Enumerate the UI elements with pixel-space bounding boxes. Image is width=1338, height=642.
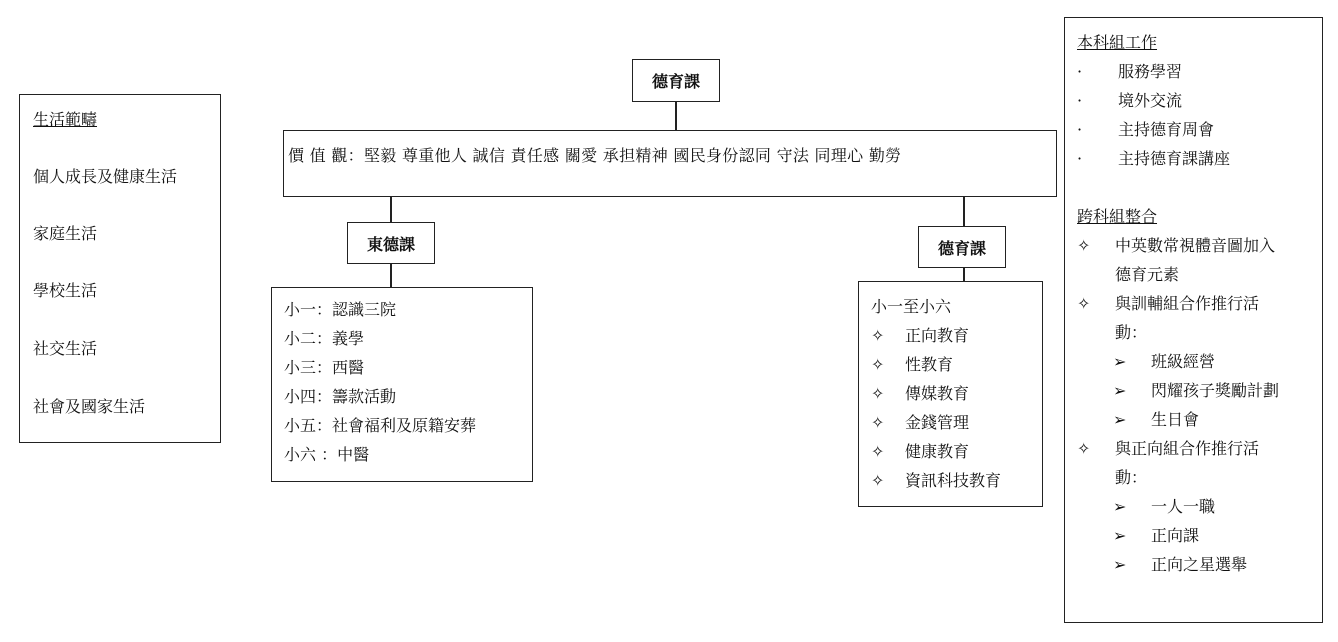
cross-item: 動：: [1115, 323, 1148, 342]
life-domains-title: 生活範疇: [33, 110, 98, 129]
dot-bullet-icon: ·: [1077, 149, 1083, 168]
cross-item: ✧ 與正向組合作推行活: [1077, 439, 1260, 458]
moral-education-list: [858, 281, 1043, 507]
connector-values-to-east: [390, 197, 392, 222]
work-item: · 境外交流: [1077, 91, 1183, 110]
cross-item: ➢ 一人一職: [1113, 497, 1216, 516]
list-item: ✧ 正向教育: [871, 326, 970, 345]
east-moral-node: 東德課: [347, 222, 435, 264]
diamond-bullet-icon: ✧: [1077, 294, 1091, 313]
cross-item: 動：: [1115, 468, 1148, 487]
east-item: 小三：西醫: [284, 358, 365, 377]
life-domain-item: 學校生活: [33, 281, 98, 300]
cross-item: 德育元素: [1115, 265, 1180, 284]
arrow-bullet-icon: ➢: [1113, 526, 1127, 545]
east-item: 小一：認識三院: [284, 300, 397, 319]
connector-moral-to-box: [963, 268, 965, 281]
arrow-bullet-icon: ➢: [1113, 381, 1127, 400]
work-title: 本科組工作: [1077, 33, 1158, 52]
life-domain-item: 社交生活: [33, 339, 98, 358]
diamond-bullet-icon: ✧: [871, 442, 885, 461]
east-moral-list: [271, 287, 533, 482]
list-item: ✧ 健康教育: [871, 442, 970, 461]
arrow-bullet-icon: ➢: [1113, 352, 1127, 371]
diamond-bullet-icon: ✧: [1077, 236, 1091, 255]
life-domain-item: 社會及國家生活: [33, 397, 146, 416]
cross-item: ➢ 班級經營: [1113, 352, 1216, 371]
cross-item: ➢ 生日會: [1113, 410, 1200, 429]
list-item: ✧ 傳媒教育: [871, 384, 970, 403]
connector-top-to-values: [675, 102, 677, 130]
diamond-bullet-icon: ✧: [871, 326, 885, 345]
arrow-bullet-icon: ➢: [1113, 555, 1127, 574]
list-item: ✧ 性教育: [871, 355, 954, 374]
cross-item: ✧ 中英數常視體音圖加入: [1077, 236, 1276, 255]
life-domain-item: 家庭生活: [33, 224, 98, 243]
diamond-bullet-icon: ✧: [871, 413, 885, 432]
east-item: 小二：義學: [284, 329, 365, 348]
diamond-bullet-icon: ✧: [871, 355, 885, 374]
east-item: 小五：社會福利及原籍安葬: [284, 416, 477, 435]
cross-item: ➢ 正向之星選舉: [1113, 555, 1248, 574]
subject-work-panel: [1064, 17, 1323, 623]
cross-item: ✧ 與訓輔組合作推行活: [1077, 294, 1260, 313]
list-item: ✧ 資訊科技教育: [871, 471, 1002, 490]
moral-education-node: 德育課: [918, 226, 1006, 268]
connector-east-to-box: [390, 264, 392, 287]
moral-education-root-node: 德育課: [632, 59, 720, 102]
list-item: ✧ 金錢管理: [871, 413, 970, 432]
life-domain-item: 個人成長及健康生活: [33, 167, 178, 186]
cross-item: ➢ 閃耀孩子獎勵計劃: [1113, 381, 1280, 400]
diamond-bullet-icon: ✧: [871, 471, 885, 490]
east-item: 小四：籌款活動: [284, 387, 397, 406]
work-item: · 主持德育周會: [1077, 120, 1215, 139]
arrow-bullet-icon: ➢: [1113, 497, 1127, 516]
dot-bullet-icon: ·: [1077, 91, 1083, 110]
values-bar: [283, 130, 1057, 197]
connector-values-to-moral: [963, 197, 965, 226]
east-item: 小六 ：中醫: [284, 445, 370, 464]
diamond-bullet-icon: ✧: [1077, 439, 1091, 458]
dot-bullet-icon: ·: [1077, 120, 1083, 139]
values-text: 價 值 觀：堅毅 尊重他人 誠信 責任感 關愛 承担精神 國民身份認同 守法 同理心 勤勞: [288, 146, 902, 165]
cross-item: ➢ 正向課: [1113, 526, 1200, 545]
life-domains-panel: [19, 94, 221, 443]
arrow-bullet-icon: ➢: [1113, 410, 1127, 429]
work-item: · 主持德育課講座: [1077, 149, 1231, 168]
cross-title: 跨科組整合: [1077, 207, 1158, 226]
diamond-bullet-icon: ✧: [871, 384, 885, 403]
moral-header: 小一至小六: [871, 297, 952, 316]
dot-bullet-icon: ·: [1077, 62, 1083, 81]
work-item: · 服務學習: [1077, 62, 1183, 81]
